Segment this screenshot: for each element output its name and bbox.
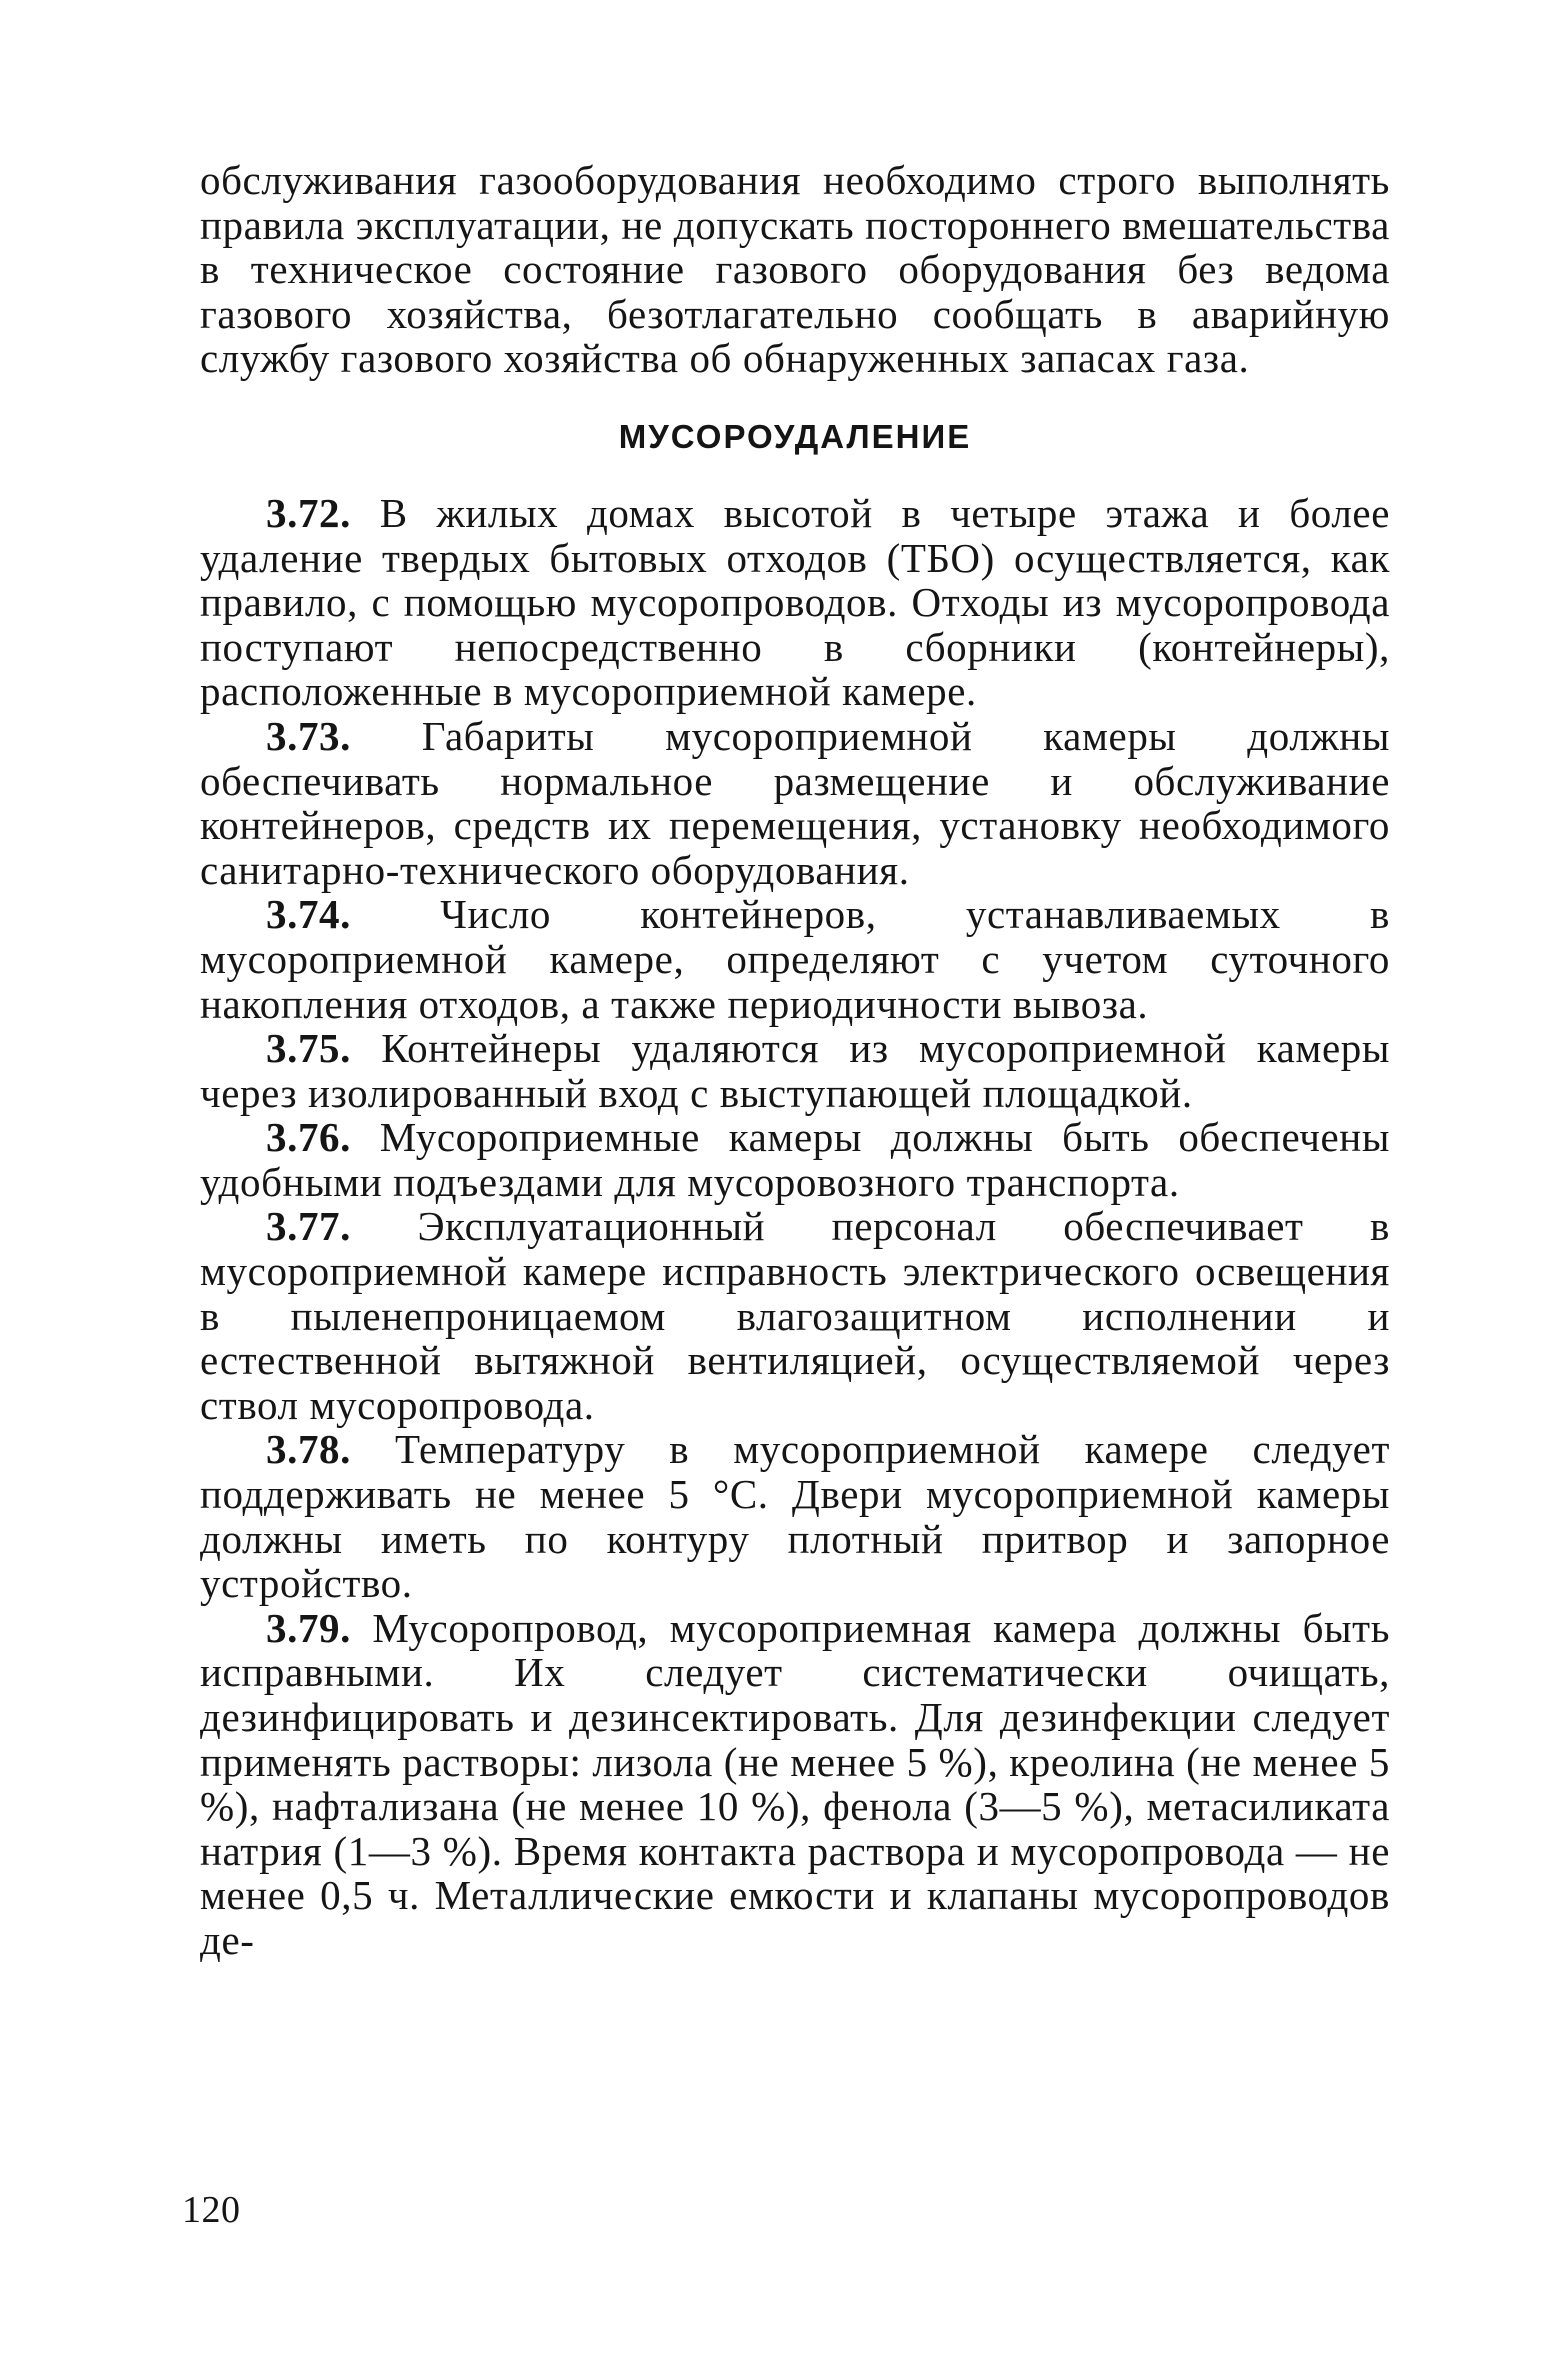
paragraph-3-76 <box>200 1115 1390 1204</box>
paragraph-number: 3.72. <box>266 489 351 536</box>
paragraph-number: 3.79. <box>266 1604 351 1651</box>
paragraph-text: Температуру в мусороприемной камере следует поддерживать не менее 5 °С. Двери мусороприемной камеры должны иметь по контуру плотный притвор и запорное устройство. <box>200 1426 1390 1607</box>
intro-paragraph: обслуживания газооборудования необходимо строго выполнять правила эксплуатации, не допускать постороннего вмешательства в техническое состояние газового оборудования без ведома газового хозяйства, безотлагательно сообщать в аварийную службу газового хозяйства об обнаруженных запасах газа. <box>200 157 1390 382</box>
section-heading: МУСОРОУДАЛЕНИЕ <box>618 417 972 455</box>
paragraph-number: 3.76. <box>266 1114 351 1161</box>
paragraph-number: 3.73. <box>266 712 351 759</box>
page-number: 120 <box>182 2189 241 2231</box>
paragraph-3-75 <box>200 1026 1390 1115</box>
paragraph-3-78 <box>200 1427 1390 1605</box>
paragraph-text: Эксплуатационный персонал обеспечивает в мусороприемной камере исправность электрического освещения в пыленепроницаемом влагозащитном исполнении и естественной вытяжной вентиляцией, осуществляемой через ствол мусоропровода. <box>200 1203 1390 1428</box>
paragraph-text: Число контейнеров, устанавливаемых в мусороприемной камере, определяют с учетом суточного накопления отходов, а также периодичности вывоза. <box>200 891 1390 1027</box>
paragraph-3-74 <box>200 892 1390 1026</box>
paragraph-text: Мусоропровод, мусороприемная камера должны быть исправными. Их следует систематически очищать, дезинфицировать и дезинсектировать. Для дезинфекции следует применять растворы: лизола (не менее 5 %), креолина (не менее 5 %), нафтализана (не менее 10 %), фенола (3—5 %), метасиликата натрия (1—3 %). Время контакта раствора и мусоропровода — не менее 0,5 ч. Металлические емкости и клапаны мусоропроводов де- <box>200 1604 1390 1963</box>
paragraph-text: Контейнеры удаляются из мусороприемной камеры через изолированный вход с выступающей площадкой. <box>200 1025 1390 1116</box>
paragraph-text: Мусороприемные камеры должны быть обеспечены удобными подъездами для мусоровозного транспорта. <box>200 1114 1390 1205</box>
paragraph-number: 3.75. <box>266 1025 351 1072</box>
paragraph-3-72 <box>200 491 1390 714</box>
text-column <box>200 158 1390 1963</box>
paragraph-3-79 <box>200 1606 1390 1963</box>
paragraph-text: Габариты мусороприемной камеры должны обеспечивать нормальное размещение и обслуживание контейнеров, средств их перемещения, установку необходимого санитарно-технического оборудования. <box>200 712 1390 893</box>
paragraph-number: 3.77. <box>266 1203 351 1250</box>
paragraph-number: 3.78. <box>266 1426 351 1473</box>
paragraph-3-77 <box>200 1204 1390 1427</box>
paragraph-number: 3.74. <box>266 891 351 938</box>
paragraph-3-73 <box>200 714 1390 892</box>
paragraph-text: В жилых домах высотой в четыре этажа и более удаление твердых бытовых отходов (ТБО) осуществляется, как правило, с помощью мусоропроводов. Отходы из мусоропровода поступают непосредственно в сборники (контейнеры), расположенные в мусороприемной камере. <box>200 489 1390 715</box>
